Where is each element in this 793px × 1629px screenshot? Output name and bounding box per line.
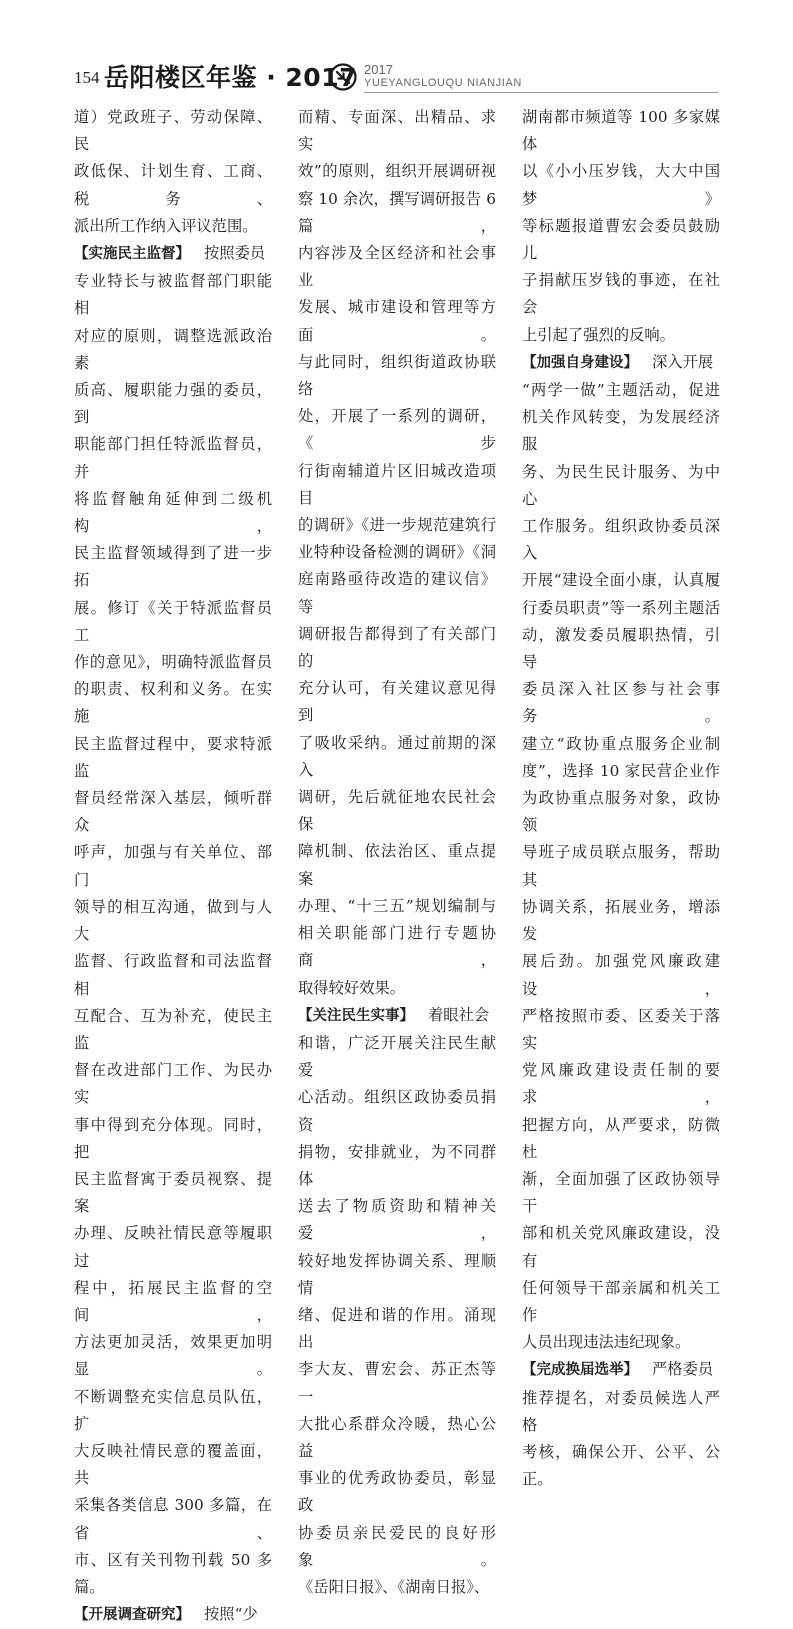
text-line: 务、为民生民计服务、为中心: [522, 462, 720, 508]
text-line: 道）党政班子、劳动保障、民: [74, 108, 272, 154]
book-title: 岳阳楼区年鉴 · 2017: [104, 63, 357, 92]
text-line: 党风廉政建设责任制的要求，: [522, 1061, 720, 1107]
text-line: 协调关系，拓展业务，增添发: [522, 897, 720, 944]
text-line: 严格按照市委、区委关于落实: [522, 1006, 720, 1052]
text-line: 《岳阳日报》、《湖南日报》、: [298, 1577, 490, 1596]
text-line: 送去了物质资助和精神关爱，: [298, 1197, 496, 1243]
text-line: 互配合、互为补充，使民主监: [74, 1006, 272, 1052]
text-line: 市、区有关刊物刊载 50 多篇。: [74, 1550, 272, 1596]
text-line: 推荐提名，对委员候选人严格: [522, 1388, 720, 1434]
text-line: 为政协重点服务对象，政协领: [522, 789, 720, 835]
text-line: 上引起了强烈的反响。: [522, 325, 675, 344]
text-line: 大批心系群众冷暖，热心公益: [298, 1414, 496, 1460]
text-line: 庭南路亟待改造的建议信》等: [298, 570, 496, 616]
text-line: 内容涉及全区经济和社会事业: [298, 244, 496, 290]
text-line: 人员出现违法违纪现象。: [522, 1333, 691, 1352]
text-line: 协委员亲民爱民的良好形象。: [298, 1523, 496, 1569]
text-line: 采集各类信息 300 多篇，在省、: [74, 1496, 272, 1542]
text-line: 心活动。组织区政协委员捐资: [298, 1088, 496, 1134]
text-line: 程中，拓展民主监督的空间，: [74, 1278, 272, 1324]
text-line: 和谐，广泛开展关注民生献爱: [298, 1033, 496, 1080]
text-line: 度”，选择 10 家民营企业作: [522, 761, 720, 780]
text-line: 较好地发挥协调关系、理顺情: [298, 1251, 496, 1297]
text-column-2: [298, 104, 496, 1601]
text-line: 办理、“十三五”规划编制与: [298, 896, 496, 915]
text-line: 渐，全面加强了区政协领导干: [522, 1169, 720, 1216]
text-line: 对应的原则，调整选派政治素: [74, 326, 272, 372]
text-line: [522, 349, 720, 377]
text-line: 相关职能部门进行专题协商，: [298, 924, 496, 970]
text-line: 展。修订《关于特派监督员工: [74, 598, 272, 644]
text-line: 派出所工作纳入评议范围。: [74, 216, 258, 235]
text-line: 而精、专面深、出精品、求实: [298, 108, 496, 154]
text-line: 督在改进部门工作、为民办实: [74, 1061, 272, 1107]
text-line: 业特种设备检测的调研》《洞: [298, 543, 496, 562]
text-line: 行委员职责”等一系列主题活: [522, 598, 720, 617]
text-line-content: 按照委员: [204, 244, 266, 263]
section-heading: 【实施民主监督】: [74, 246, 190, 263]
text-line: 事业的优秀政协委员，彰显政: [298, 1469, 496, 1515]
header-year: 2017: [364, 62, 393, 77]
text-line: 呼声，加强与有关单位、部门: [74, 843, 272, 889]
text-line: 了吸收采纳。通过前期的深入: [298, 733, 496, 779]
section-heading: 【开展调查研究】: [74, 1607, 190, 1624]
text-line: 导班子成员联点服务，帮助其: [522, 843, 720, 889]
text-line: 机关作风转变，为发展经济服: [522, 408, 720, 454]
text-line: 与此同时，组织街道政协联络: [298, 352, 496, 399]
text-line: 督员经常深入基层，倾听群众: [74, 789, 272, 835]
text-line: 领导的相互沟通，做到与人大: [74, 897, 272, 944]
text-line: 将监督触角延伸到二级机构，: [74, 489, 272, 536]
text-line: 大反映社情民意的覆盖面，共: [74, 1441, 272, 1488]
section-heading: 【关注民生实事】: [298, 1007, 414, 1024]
text-line: 湖南都市频道等 100 多家媒体: [522, 108, 720, 154]
text-line: 委员深入社区参与社会事务。: [522, 680, 720, 726]
text-line: 行街南辅道片区旧城改造项目: [298, 461, 496, 507]
text-line: 政低保、计划生育、工商、税务、: [74, 162, 272, 208]
text-line: 开展“建设全面小康，认真履: [522, 571, 720, 590]
text-line: 民主监督过程中，要求特派监: [74, 734, 272, 780]
text-line: “两学一做”主题活动，促进: [522, 381, 720, 400]
text-line: 展后劲。加强党风廉政建设，: [522, 952, 720, 998]
text-line: [298, 1002, 496, 1030]
text-line: 事中得到充分体现。同时，把: [74, 1115, 272, 1161]
text-line-content: 严格委员: [652, 1360, 714, 1379]
text-line: 质高、履职能力强的委员，到: [74, 381, 272, 427]
text-line: 建立“政协重点服务企业制: [522, 734, 720, 753]
page-number: 154: [74, 68, 100, 87]
text-line: 作的意见》，明确特派监督员: [74, 653, 272, 672]
text-column-3: [522, 104, 720, 1493]
text-line: 民主监督寓于委员视察、提案: [74, 1169, 272, 1216]
section-heading: 【加强自身建设】: [522, 354, 638, 371]
text-line: 考核，确保公开、公平、公正。: [522, 1442, 720, 1489]
text-line: 捐物，安排就业，为不同群体: [298, 1142, 496, 1188]
text-line: 把握方向，从严要求，防微杜: [522, 1115, 720, 1161]
text-line: 的调研》《进一步规范建筑行: [298, 516, 496, 535]
text-line-content: 按照“少: [204, 1605, 258, 1624]
header-divider: [364, 92, 718, 93]
text-line: 任何领导干部亲属和机关工作: [522, 1278, 720, 1324]
text-line: 办理、反映社情民意等履职过: [74, 1224, 272, 1270]
text-line: [74, 240, 272, 268]
text-line: 的职责、权利和义务。在实施: [74, 680, 272, 726]
circle-down-arrow-icon: [328, 62, 358, 92]
text-line: 处，开展了一系列的调研，《步: [298, 407, 496, 453]
text-line: [522, 1356, 720, 1384]
text-line: 部和机关党风廉政建设，没有: [522, 1224, 720, 1270]
text-line: 动，激发委员履职热情，引导: [522, 625, 720, 672]
text-line: 李大友、曹宏会、苏正杰等一: [298, 1360, 496, 1406]
text-line: 发展、城市建设和管理等方面。: [298, 298, 496, 344]
text-line: 调研报告都得到了有关部门的: [298, 624, 496, 671]
text-line: 等标题报道曹宏会委员鼓励儿: [522, 216, 720, 263]
text-line: 民主监督领域得到了进一步拓: [74, 544, 272, 590]
text-line: 不断调整充实信息员队伍，扩: [74, 1387, 272, 1433]
text-line: 充分认可，有关建议意见得到: [298, 679, 496, 725]
text-line: 调研，先后就征地农民社会保: [298, 788, 496, 834]
text-line: 方法更加灵活，效果更加明显。: [74, 1333, 272, 1379]
text-line: 效”的原则，组织开展调研视: [298, 162, 496, 181]
text-line-content: 着眼社会: [428, 1005, 490, 1024]
text-line: [74, 1601, 272, 1629]
text-line: 工作服务。组织政协委员深入: [522, 517, 720, 563]
text-line: 监督、行政监督和司法监督相: [74, 952, 272, 998]
header-pinyin: YUEYANGLOUQU NIANJIAN: [364, 77, 522, 89]
text-line: 子捐献压岁钱的事迹，在社会: [522, 271, 720, 317]
text-line: 专业特长与被监督部门职能相: [74, 272, 272, 318]
section-heading: 【完成换届选举】: [522, 1362, 638, 1379]
text-column-1: [74, 104, 272, 1629]
text-line: 障机制、依法治区、重点提案: [298, 842, 496, 888]
text-line-content: 深入开展: [652, 352, 714, 371]
text-line: 察 10 余次，撰写调研报告 6 篇，: [298, 189, 496, 235]
text-line: 绪、促进和谐的作用。涌现出: [298, 1305, 496, 1352]
text-line: 职能部门担任特派监督员，并: [74, 435, 272, 481]
text-line: 以《小小压岁钱，大大中国梦》: [522, 162, 720, 208]
text-line: 取得较好效果。: [298, 978, 406, 997]
